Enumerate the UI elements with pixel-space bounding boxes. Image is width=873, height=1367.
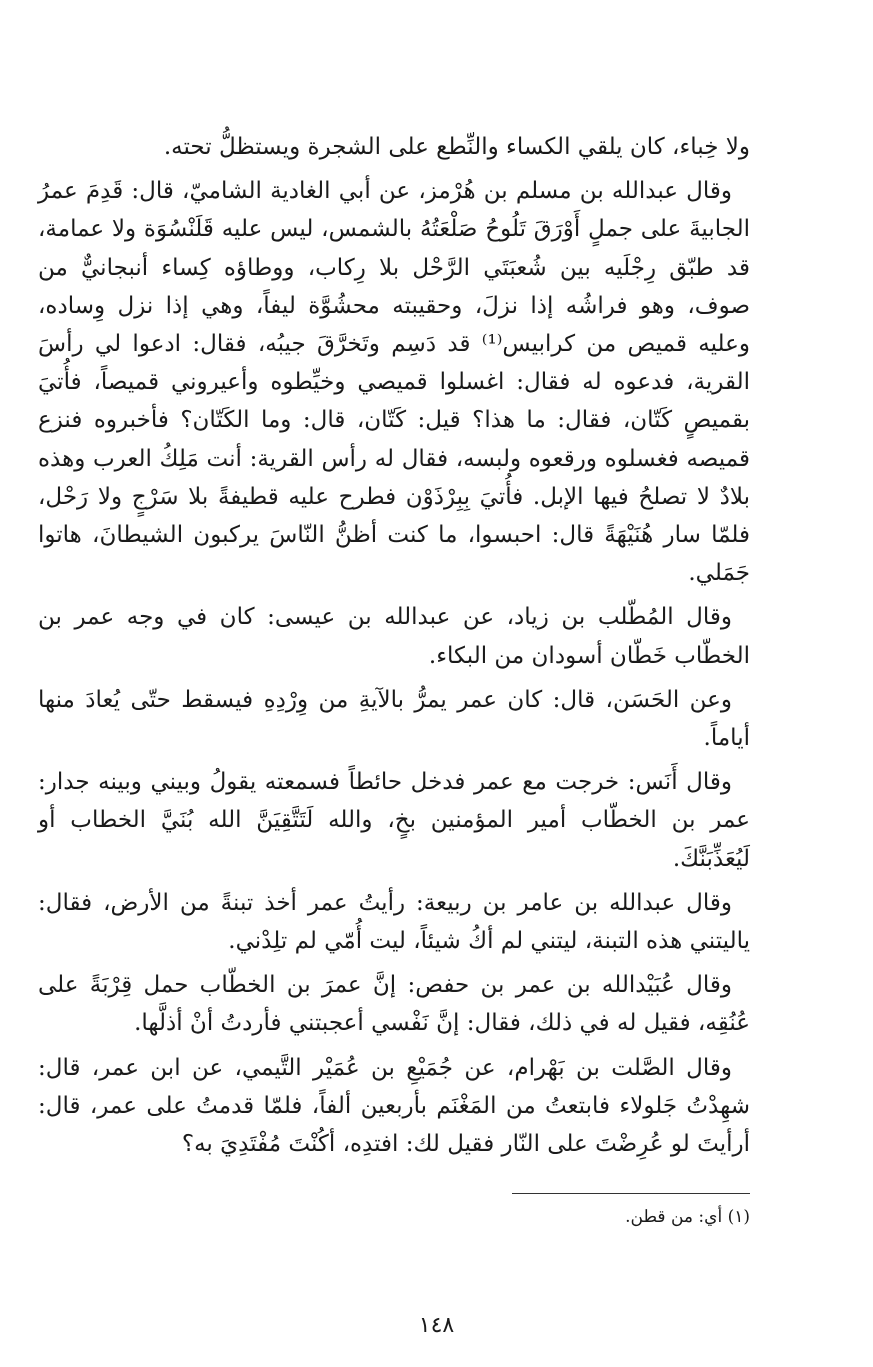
paragraph: وقال عُبَيْدالله بن عمر بن حفص: إنَّ عمرَ بن الخطّاب حمل قِرْبَةً على عُنُقِه، فقيل له في ذلك، فقال: إنَّ نَفْسي أعجبتني فأردتُ أنْ أذلَّها.: [38, 972, 750, 1037]
paragraph: ولا خِباء، كان يلقي الكساء والنِّطع على الشجرة ويستظلُّ تحته.: [163, 134, 750, 160]
footnote: (١) أي: من قطن.: [625, 1207, 750, 1227]
paragraph: وقال الصَّلت بن بَهْرام، عن جُمَيْعِ بن عُمَيْر التَّيمي، عن ابن عمر، قال: شهِدْتُ جَلولاء فابتعتُ من المَغْنَم بأربعين ألفاً، فلمّا قدمتُ على عمر، قال: أرأيتَ لو عُرِضْتَ على النّار فقيل لك: افتدِه، أكُنْتَ مُفْتَدِيَ به؟: [38, 1054, 750, 1158]
paragraph: وعن الحَسَن، قال: كان عمر يمرُّ بالآيةِ من وِرْدِهِ فيسقط حتّى يُعادَ منها أياماً.: [38, 686, 750, 752]
paragraph: وقال المُطّلب بن زياد، عن عبدالله بن عيسى: كان في وجه عمر بن الخطّاب خَطّان أسودان من البكاء.: [38, 604, 750, 669]
page-number: ١٤٨: [418, 1313, 455, 1338]
paragraph: وقال عبدالله بن مسلم بن هُرْمز، عن أبي الغادية الشاميّ، قال: قَدِمَ عمرُ الجابيةَ على جملٍ أَوْرَقَ تَلُوحُ صَلْعَتُهُ بالشمس، ليس عليه قَلَنْسُوَة ولا عمامة، قد طبّق رِجْلَيه بين شُعبَتَي الرَّحْل بلا رِكاب، ووطاؤه كِساء أنبجانيٌّ من صوف، وهو فراشُه إذا نزلَ، وحقيبته محشُوَّة ليفاً، وهي إذا نزل وِساده، وعليه قميص من كرابيس⁽¹⁾ قد دَسِم وتَخرَّقَ جيبُه، فقال: ادعوا لي رأسَ القرية، فدعوه له فقال: اغسلوا قميصي وخيِّطوه وأعيروني قميصاً، فأُتيَ بقميصٍ كَتّان، فقال: ما هذا؟ قيل: كَتّان، قال: وما الكَتّان؟ فأخبروه فنزع قميصه فغسلوه ورقعوه ولبسه، فقال له رأس القرية: أنت مَلِكُ العرب وهذه بلادٌ لا تصلحُ فيها الإبل. فأُتيَ بِبِرْذَوْن فطرح عليه قطيفةً بلا سَرْجٍ ولا رَحْل، فلمّا سار هُنَيْهَةً قال: احبسوا، ما كنت أظنُّ النّاسَ يركبون الشيطانَ، هاتوا جَمَلي.: [38, 178, 751, 587]
paragraph: وقال أَنَس: خرجت مع عمر فدخل حائطاً فسمعته يقولُ وبيني وبينه جدار: عمر بن الخطّاب أمير المؤمنين بخٍ، والله لَتَتَّقِيَنَّ الله بُنَيَّ الخطاب أو لَيُعَذِّبَنَّكَ.: [38, 769, 750, 872]
footnote-divider: [512, 1193, 750, 1194]
page-body: [38, 128, 750, 1169]
paragraph: وقال عبدالله بن عامر بن ربيعة: رأيتُ عمر أخذ تبنةً من الأرض، فقال: ياليتني هذه التبنة، ليتني لم أكُ شيئاً، ليت أُمّي لم تلِدْني.: [38, 889, 750, 955]
